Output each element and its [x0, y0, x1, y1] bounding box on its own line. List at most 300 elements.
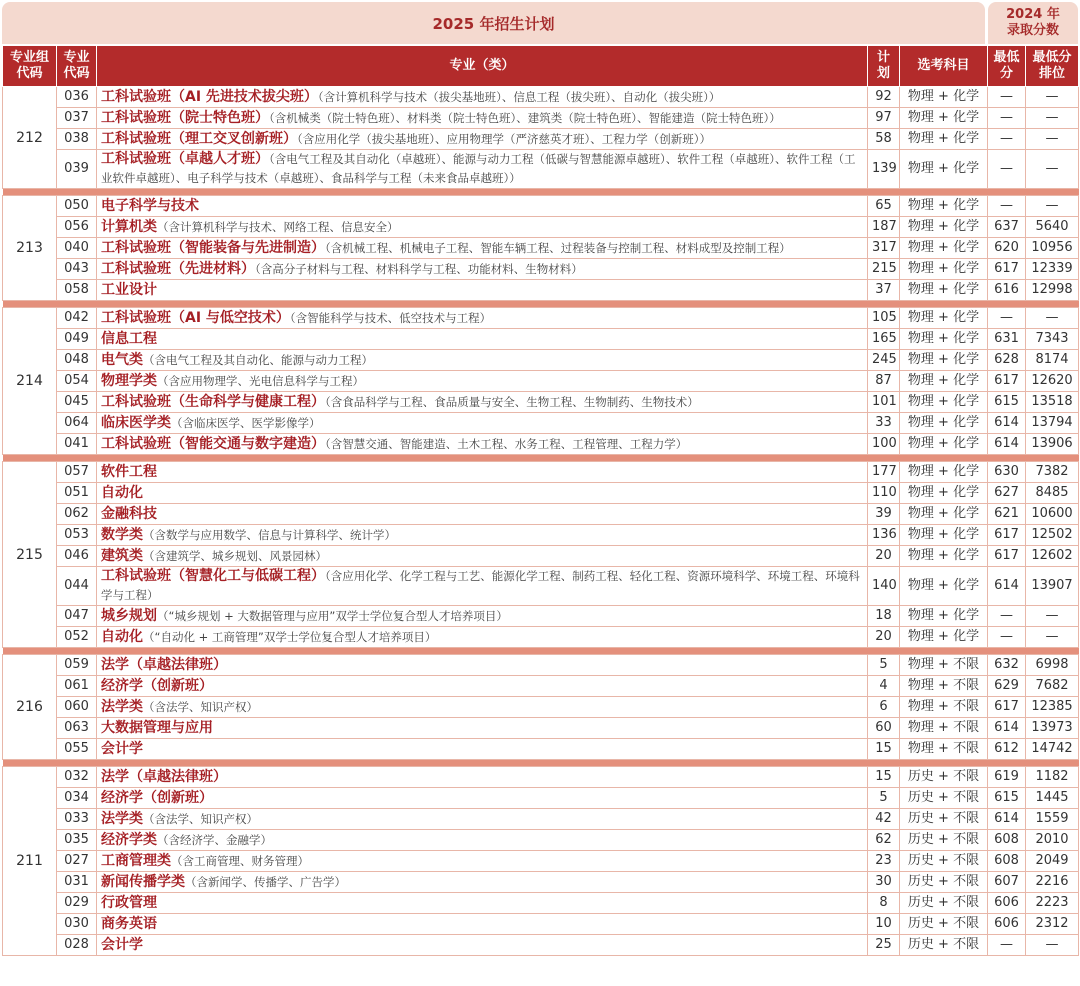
min-rank: 1559 — [1026, 809, 1079, 830]
min-score: 614 — [988, 567, 1026, 606]
min-score: — — [988, 196, 1026, 217]
major-code: 035 — [57, 830, 97, 851]
table-row — [3, 217, 1079, 238]
required-subjects: 物理 + 化学 — [900, 627, 988, 648]
major-code: 063 — [57, 718, 97, 739]
group-separator — [3, 648, 1079, 655]
major-code: 045 — [57, 392, 97, 413]
min-score: 630 — [988, 462, 1026, 483]
table-row — [3, 830, 1079, 851]
min-score: 616 — [988, 280, 1026, 301]
required-subjects: 物理 + 化学 — [900, 371, 988, 392]
min-rank: 2223 — [1026, 893, 1079, 914]
plan-count: 139 — [868, 150, 900, 189]
min-rank: 1445 — [1026, 788, 1079, 809]
min-rank: 13906 — [1026, 434, 1079, 455]
major-cell — [97, 308, 868, 329]
major-code: 051 — [57, 483, 97, 504]
plan-count: 30 — [868, 872, 900, 893]
min-score: 617 — [988, 697, 1026, 718]
min-rank: 7682 — [1026, 676, 1079, 697]
major-cell — [97, 280, 868, 301]
major-cell — [97, 525, 868, 546]
min-score: 617 — [988, 525, 1026, 546]
major-name: 新闻传播学类 — [101, 873, 185, 890]
required-subjects: 物理 + 化学 — [900, 196, 988, 217]
major-cell — [97, 150, 868, 189]
table-row — [3, 872, 1079, 893]
major-name: 会计学 — [101, 936, 143, 953]
group-separator-bar — [3, 760, 1079, 767]
major-cell — [97, 788, 868, 809]
table-row — [3, 392, 1079, 413]
col-group-code: 专业组 代码 — [3, 46, 57, 87]
min-rank: 12602 — [1026, 546, 1079, 567]
major-code: 027 — [57, 851, 97, 872]
min-score: 619 — [988, 767, 1026, 788]
col-major: 专业（类） — [97, 46, 868, 87]
min-score: 614 — [988, 718, 1026, 739]
plan-count: 105 — [868, 308, 900, 329]
major-name: 工科试验班（智慧化工与低碳工程） — [101, 568, 325, 584]
table-row — [3, 567, 1079, 606]
table-row — [3, 676, 1079, 697]
major-code: 054 — [57, 371, 97, 392]
major-code: 047 — [57, 606, 97, 627]
major-name: 经济学（创新班） — [101, 789, 213, 806]
required-subjects: 历史 + 不限 — [900, 830, 988, 851]
min-rank: — — [1026, 308, 1079, 329]
major-cell — [97, 350, 868, 371]
major-description: （含应用化学（拔尖基地班）、应用物理学（严济慈英才班）、工程力学（创新班）） — [297, 131, 711, 146]
plan-count: 245 — [868, 350, 900, 371]
major-cell — [97, 413, 868, 434]
major-description: （含机械工程、机械电子工程、智能车辆工程、过程装备与控制工程、材料成型及控制工程） — [325, 240, 791, 255]
required-subjects: 物理 + 化学 — [900, 280, 988, 301]
major-code: 043 — [57, 259, 97, 280]
min-score: — — [988, 87, 1026, 108]
plan-count: 15 — [868, 767, 900, 788]
major-description: （含法学、知识产权） — [143, 811, 258, 826]
major-cell — [97, 830, 868, 851]
plan-count: 25 — [868, 935, 900, 956]
major-code: 040 — [57, 238, 97, 259]
major-description: （含建筑学、城乡规划、风景园林） — [143, 548, 327, 563]
major-cell — [97, 504, 868, 525]
min-score: — — [988, 935, 1026, 956]
major-code: 031 — [57, 872, 97, 893]
score-title — [988, 2, 1078, 44]
min-rank: 5640 — [1026, 217, 1079, 238]
major-name: 商务英语 — [101, 915, 157, 932]
major-description: （含计算机科学与技术、网络工程、信息安全） — [157, 219, 399, 234]
major-name: 工科试验班（生命科学与健康工程） — [101, 393, 325, 410]
min-score: 614 — [988, 434, 1026, 455]
min-rank: 7382 — [1026, 462, 1079, 483]
table-body — [3, 87, 1079, 956]
major-cell — [97, 259, 868, 280]
plan-count: 97 — [868, 108, 900, 129]
plan-count: 15 — [868, 739, 900, 760]
table-row — [3, 627, 1079, 648]
table-row — [3, 739, 1079, 760]
min-score: 607 — [988, 872, 1026, 893]
major-code: 034 — [57, 788, 97, 809]
major-name: 金融科技 — [101, 505, 157, 522]
major-code: 061 — [57, 676, 97, 697]
major-cell — [97, 392, 868, 413]
plan-count: 100 — [868, 434, 900, 455]
major-code: 029 — [57, 893, 97, 914]
major-name: 自动化 — [101, 628, 143, 645]
major-cell — [97, 809, 868, 830]
required-subjects: 物理 + 不限 — [900, 739, 988, 760]
table-row — [3, 129, 1079, 150]
min-score: 628 — [988, 350, 1026, 371]
group-separator-bar — [3, 189, 1079, 196]
major-cell — [97, 567, 868, 606]
major-cell — [97, 893, 868, 914]
group-separator — [3, 189, 1079, 196]
plan-count: 65 — [868, 196, 900, 217]
required-subjects: 物理 + 化学 — [900, 87, 988, 108]
major-cell — [97, 371, 868, 392]
min-rank: 12385 — [1026, 697, 1079, 718]
required-subjects: 历史 + 不限 — [900, 914, 988, 935]
major-cell — [97, 935, 868, 956]
required-subjects: 历史 + 不限 — [900, 872, 988, 893]
min-score: 612 — [988, 739, 1026, 760]
major-name: 信息工程 — [101, 330, 157, 347]
major-code: 060 — [57, 697, 97, 718]
major-name: 软件工程 — [101, 463, 157, 480]
plan-count: 110 — [868, 483, 900, 504]
required-subjects: 历史 + 不限 — [900, 851, 988, 872]
plan-count: 37 — [868, 280, 900, 301]
major-cell — [97, 655, 868, 676]
major-code: 057 — [57, 462, 97, 483]
major-name: 经济学类 — [101, 831, 157, 848]
plan-count: 20 — [868, 627, 900, 648]
major-name: 工业设计 — [101, 281, 157, 298]
table-row — [3, 914, 1079, 935]
major-code: 048 — [57, 350, 97, 371]
major-name: 工科试验班（AI 与低空技术） — [101, 309, 290, 326]
column-header-row — [3, 46, 1079, 87]
table-row — [3, 259, 1079, 280]
major-description: （含电气工程及其自动化（卓越班）、能源与动力工程（低碳与智慧能源卓越班）、软件工程（卓越班）、软件工程（工业软件卓越班）、电子科学与技术（卓越班）、食品科学与工程（未来食品卓越班）） — [101, 152, 856, 185]
major-cell — [97, 462, 868, 483]
major-name: 城乡规划 — [101, 607, 157, 624]
min-score: — — [988, 150, 1026, 189]
min-score: 617 — [988, 371, 1026, 392]
plan-count: 58 — [868, 129, 900, 150]
major-name: 工科试验班（智能装备与先进制造） — [101, 239, 325, 256]
min-score: 627 — [988, 483, 1026, 504]
major-code: 036 — [57, 87, 97, 108]
major-code: 041 — [57, 434, 97, 455]
min-rank: 12502 — [1026, 525, 1079, 546]
col-plan: 计 划 — [868, 46, 900, 87]
min-score: 606 — [988, 893, 1026, 914]
major-description: （含计算机科学与技术（拔尖基地班）、信息工程（拔尖班）、自动化（拔尖班）） — [317, 89, 721, 104]
major-code: 038 — [57, 129, 97, 150]
min-score: 621 — [988, 504, 1026, 525]
required-subjects: 历史 + 不限 — [900, 809, 988, 830]
major-cell — [97, 129, 868, 150]
min-rank: 1182 — [1026, 767, 1079, 788]
major-code: 059 — [57, 655, 97, 676]
required-subjects: 物理 + 化学 — [900, 129, 988, 150]
score-title-line2: 录取分数 — [1006, 23, 1059, 38]
plan-count: 101 — [868, 392, 900, 413]
group-separator-bar — [3, 301, 1079, 308]
plan-count: 6 — [868, 697, 900, 718]
table-row — [3, 935, 1079, 956]
min-rank: — — [1026, 606, 1079, 627]
required-subjects: 物理 + 不限 — [900, 655, 988, 676]
group-code: 216 — [3, 655, 57, 760]
required-subjects: 物理 + 化学 — [900, 504, 988, 525]
table-row — [3, 371, 1079, 392]
major-code: 046 — [57, 546, 97, 567]
table-row — [3, 350, 1079, 371]
required-subjects: 物理 + 化学 — [900, 483, 988, 504]
required-subjects: 物理 + 化学 — [900, 350, 988, 371]
required-subjects: 物理 + 化学 — [900, 392, 988, 413]
major-code: 064 — [57, 413, 97, 434]
min-rank: — — [1026, 196, 1079, 217]
top-header-row — [0, 0, 1080, 44]
table-row — [3, 462, 1079, 483]
major-code: 058 — [57, 280, 97, 301]
min-rank: — — [1026, 108, 1079, 129]
major-name: 法学类 — [101, 810, 143, 827]
col-min-rank: 最低分 排位 — [1026, 46, 1079, 87]
min-score: 617 — [988, 259, 1026, 280]
min-rank: — — [1026, 935, 1079, 956]
col-subjects: 选考科目 — [900, 46, 988, 87]
major-code: 050 — [57, 196, 97, 217]
plan-count: 92 — [868, 87, 900, 108]
major-description: （含法学、知识产权） — [143, 699, 258, 714]
major-name: 工科试验班（理工交叉创新班） — [101, 130, 297, 147]
major-code: 055 — [57, 739, 97, 760]
major-description: （含智能科学与技术、低空技术与工程） — [289, 310, 492, 325]
min-rank: 10956 — [1026, 238, 1079, 259]
min-score: 614 — [988, 809, 1026, 830]
min-score: — — [988, 308, 1026, 329]
min-score: 620 — [988, 238, 1026, 259]
min-rank: 12339 — [1026, 259, 1079, 280]
min-score: 617 — [988, 546, 1026, 567]
table-row — [3, 546, 1079, 567]
major-code: 033 — [57, 809, 97, 830]
major-name: 数学类 — [101, 526, 143, 543]
required-subjects: 历史 + 不限 — [900, 935, 988, 956]
min-rank: 10600 — [1026, 504, 1079, 525]
required-subjects: 物理 + 化学 — [900, 238, 988, 259]
major-cell — [97, 767, 868, 788]
required-subjects: 物理 + 化学 — [900, 108, 988, 129]
min-rank: 2010 — [1026, 830, 1079, 851]
min-score: 637 — [988, 217, 1026, 238]
major-cell — [97, 434, 868, 455]
required-subjects: 物理 + 化学 — [900, 217, 988, 238]
major-code: 044 — [57, 567, 97, 606]
table-row — [3, 893, 1079, 914]
min-rank: 13518 — [1026, 392, 1079, 413]
major-name: 工商管理类 — [101, 852, 171, 869]
table-row — [3, 809, 1079, 830]
table-row — [3, 606, 1079, 627]
table-row — [3, 851, 1079, 872]
required-subjects: 物理 + 化学 — [900, 259, 988, 280]
major-name: 工科试验班（卓越人才班） — [101, 151, 269, 167]
min-score: 608 — [988, 830, 1026, 851]
required-subjects: 物理 + 化学 — [900, 329, 988, 350]
major-name: 工科试验班（智能交通与数字建造） — [101, 435, 325, 452]
major-description: （含机械类（院士特色班）、材料类（院士特色班）、建筑类（院士特色班）、智能建造（院士特色班）） — [269, 110, 781, 125]
min-rank: — — [1026, 627, 1079, 648]
major-cell — [97, 676, 868, 697]
major-name: 工科试验班（院士特色班） — [101, 109, 269, 126]
major-description: （含临床医学、医学影像学） — [171, 415, 321, 430]
table-row — [3, 434, 1079, 455]
major-name: 计算机类 — [101, 218, 157, 235]
group-code: 214 — [3, 308, 57, 455]
major-cell — [97, 697, 868, 718]
plan-count: 187 — [868, 217, 900, 238]
table-row — [3, 413, 1079, 434]
group-separator-bar — [3, 648, 1079, 655]
major-description: （含工商管理、财务管理） — [171, 853, 309, 868]
min-rank: 2312 — [1026, 914, 1079, 935]
major-description: （含智慧交通、智能建造、土木工程、水务工程、工程管理、工程力学） — [325, 436, 688, 451]
table-row — [3, 697, 1079, 718]
major-name: 电子科学与技术 — [101, 197, 199, 214]
table-row — [3, 718, 1079, 739]
plan-title: 2025 年招生计划 — [2, 2, 985, 44]
required-subjects: 历史 + 不限 — [900, 893, 988, 914]
required-subjects: 物理 + 化学 — [900, 434, 988, 455]
major-cell — [97, 606, 868, 627]
group-separator — [3, 760, 1079, 767]
major-cell — [97, 196, 868, 217]
group-separator — [3, 301, 1079, 308]
table-row — [3, 767, 1079, 788]
col-major-code: 专业 代码 — [57, 46, 97, 87]
major-code: 056 — [57, 217, 97, 238]
major-name: 法学（卓越法律班） — [101, 656, 227, 673]
plan-count: 215 — [868, 259, 900, 280]
min-score: 614 — [988, 413, 1026, 434]
min-score: 615 — [988, 788, 1026, 809]
plan-count: 39 — [868, 504, 900, 525]
major-cell — [97, 217, 868, 238]
required-subjects: 物理 + 化学 — [900, 606, 988, 627]
min-score: 629 — [988, 676, 1026, 697]
table-row — [3, 196, 1079, 217]
min-score: — — [988, 108, 1026, 129]
required-subjects: 物理 + 化学 — [900, 308, 988, 329]
plan-count: 140 — [868, 567, 900, 606]
major-cell — [97, 739, 868, 760]
major-description: （含经济学、金融学） — [157, 832, 272, 847]
plan-count: 23 — [868, 851, 900, 872]
min-rank: 8485 — [1026, 483, 1079, 504]
major-description: （含电气工程及其自动化、能源与动力工程） — [143, 352, 373, 367]
min-rank: 13794 — [1026, 413, 1079, 434]
major-code: 032 — [57, 767, 97, 788]
plan-count: 87 — [868, 371, 900, 392]
major-description: （含高分子材料与工程、材料科学与工程、功能材料、生物材料） — [255, 261, 583, 276]
required-subjects: 物理 + 化学 — [900, 462, 988, 483]
required-subjects: 物理 + 化学 — [900, 413, 988, 434]
admission-table — [2, 45, 1079, 956]
plan-count: 136 — [868, 525, 900, 546]
min-rank: 14742 — [1026, 739, 1079, 760]
major-name: 法学类 — [101, 698, 143, 715]
plan-count: 20 — [868, 546, 900, 567]
min-score: — — [988, 129, 1026, 150]
plan-count: 177 — [868, 462, 900, 483]
plan-count: 60 — [868, 718, 900, 739]
table-row — [3, 788, 1079, 809]
plan-count: 4 — [868, 676, 900, 697]
min-rank: 7343 — [1026, 329, 1079, 350]
min-rank: — — [1026, 150, 1079, 189]
min-score: 606 — [988, 914, 1026, 935]
major-description: （“城乡规划 + 大数据管理与应用”双学士学位复合型人才培养项目） — [157, 608, 508, 623]
major-description: （“自动化 + 工商管理”双学士学位复合型人才培养项目） — [143, 629, 437, 644]
table-row — [3, 150, 1079, 189]
min-score: — — [988, 606, 1026, 627]
min-score: 632 — [988, 655, 1026, 676]
major-description: （含新闻学、传播学、广告学） — [185, 874, 346, 889]
table-row — [3, 329, 1079, 350]
col-min-score: 最低 分 — [988, 46, 1026, 87]
major-cell — [97, 87, 868, 108]
major-code: 052 — [57, 627, 97, 648]
required-subjects: 物理 + 化学 — [900, 525, 988, 546]
major-description: （含食品科学与工程、食品质量与安全、生物工程、生物制药、生物技术） — [325, 394, 699, 409]
major-cell — [97, 914, 868, 935]
min-rank: — — [1026, 129, 1079, 150]
plan-count: 33 — [868, 413, 900, 434]
major-description: （含应用化学、化学工程与工艺、能源化学工程、制药工程、轻化工程、资源环境科学、环境工程、环境科学与工程） — [101, 569, 860, 602]
group-separator — [3, 455, 1079, 462]
required-subjects: 物理 + 化学 — [900, 150, 988, 189]
min-rank: 8174 — [1026, 350, 1079, 371]
min-score: 608 — [988, 851, 1026, 872]
plan-count: 8 — [868, 893, 900, 914]
table-row — [3, 504, 1079, 525]
required-subjects: 物理 + 化学 — [900, 546, 988, 567]
table-row — [3, 87, 1079, 108]
plan-count: 165 — [868, 329, 900, 350]
plan-count: 62 — [868, 830, 900, 851]
table-row — [3, 483, 1079, 504]
major-code: 039 — [57, 150, 97, 189]
major-code: 030 — [57, 914, 97, 935]
table-row — [3, 655, 1079, 676]
min-rank: 6998 — [1026, 655, 1079, 676]
group-code: 211 — [3, 767, 57, 956]
major-name: 法学（卓越法律班） — [101, 768, 227, 785]
min-score: — — [988, 627, 1026, 648]
group-separator-bar — [3, 455, 1079, 462]
